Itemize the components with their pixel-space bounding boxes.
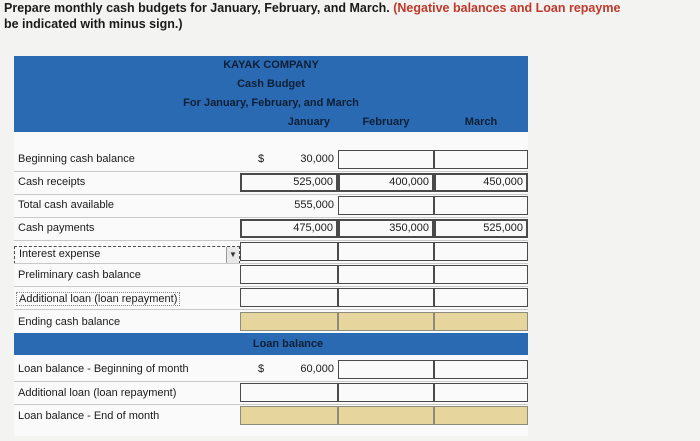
row-label-beginning-cash: Beginning cash balance bbox=[18, 153, 135, 165]
feb-loan-additional-input[interactable] bbox=[338, 383, 434, 402]
feb-beginning-cash-input[interactable] bbox=[338, 150, 434, 169]
budget-title: Cash Budget bbox=[14, 74, 528, 94]
column-february: February bbox=[362, 116, 410, 128]
jan-loan-ending-input[interactable] bbox=[240, 406, 338, 425]
jan-total-cash: 555,000 bbox=[294, 199, 334, 211]
feb-cash-receipts: 400,000 bbox=[338, 173, 434, 192]
row-label-preliminary: Preliminary cash balance bbox=[18, 269, 141, 281]
jan-beginning-cash: 30,000 bbox=[300, 153, 334, 165]
jan-loan-additional-input[interactable] bbox=[240, 383, 338, 402]
row-divider bbox=[14, 263, 528, 264]
row-divider bbox=[14, 381, 528, 382]
row-divider bbox=[14, 309, 528, 310]
mar-loan-beginning-input[interactable] bbox=[434, 360, 528, 379]
feb-total-cash-input[interactable] bbox=[338, 196, 434, 215]
row-label-loan-additional: Additional loan (loan repayment) bbox=[18, 387, 177, 399]
row-divider bbox=[14, 240, 528, 241]
jan-ending-cash-input[interactable] bbox=[240, 312, 338, 331]
feb-cash-payments: 350,000 bbox=[338, 219, 434, 238]
column-header-row bbox=[14, 112, 528, 132]
feb-interest-input[interactable] bbox=[338, 242, 434, 261]
mar-preliminary-input[interactable] bbox=[434, 265, 528, 284]
row-label-cash-payments: Cash payments bbox=[18, 222, 95, 234]
row-label-total-cash: Total cash available bbox=[18, 199, 115, 211]
row-divider bbox=[14, 171, 528, 172]
question-prompt bbox=[4, 0, 700, 32]
feb-ending-cash-input[interactable] bbox=[338, 312, 434, 331]
question-line-2: be indicated with minus sign.) bbox=[4, 17, 183, 31]
mar-interest-input[interactable] bbox=[434, 242, 528, 261]
feb-preliminary-input[interactable] bbox=[338, 265, 434, 284]
feb-loan-beginning-input[interactable] bbox=[338, 360, 434, 379]
chevron-down-icon[interactable]: ▼ bbox=[226, 247, 239, 263]
budget-period: For January, February, and March bbox=[14, 94, 528, 112]
column-march: March bbox=[464, 116, 498, 128]
question-note: (Negative balances and Loan repayme bbox=[393, 1, 621, 15]
row-divider bbox=[14, 194, 528, 195]
mar-additional-loan-input[interactable] bbox=[434, 288, 528, 307]
interest-expense-dropdown[interactable] bbox=[14, 246, 240, 264]
dollar-sign: $ bbox=[258, 153, 265, 165]
row-label-ending-cash: Ending cash balance bbox=[18, 316, 121, 328]
row-label-interest-expense: Interest expense bbox=[19, 248, 101, 260]
row-label-cash-receipts: Cash receipts bbox=[18, 176, 86, 188]
row-label-loan-ending: Loan balance - End of month bbox=[18, 410, 160, 422]
company-name: KAYAK COMPANY bbox=[14, 56, 528, 74]
mar-cash-payments: 525,000 bbox=[434, 219, 528, 238]
mar-total-cash-input[interactable] bbox=[434, 196, 528, 215]
row-divider bbox=[14, 217, 528, 218]
jan-loan-beginning: 60,000 bbox=[300, 363, 334, 375]
mar-loan-ending-input[interactable] bbox=[434, 406, 528, 425]
mar-cash-receipts: 450,000 bbox=[434, 173, 528, 192]
jan-preliminary-input[interactable] bbox=[240, 265, 338, 284]
question-text: Prepare monthly cash budgets for January, February, and March. bbox=[4, 1, 394, 15]
loan-section-header bbox=[14, 333, 528, 355]
jan-interest-input[interactable] bbox=[240, 242, 338, 261]
question-line-1 bbox=[4, 0, 700, 16]
row-label-additional-loan[interactable]: Additional loan (loan repayment) bbox=[16, 292, 180, 306]
jan-additional-loan-input[interactable] bbox=[240, 288, 338, 307]
mar-ending-cash-input[interactable] bbox=[434, 312, 528, 331]
row-divider bbox=[14, 404, 528, 405]
row-divider bbox=[14, 286, 528, 287]
feb-loan-ending-input[interactable] bbox=[338, 406, 434, 425]
feb-additional-loan-input[interactable] bbox=[338, 288, 434, 307]
column-january: January bbox=[287, 116, 330, 128]
jan-cash-payments: 475,000 bbox=[240, 219, 338, 238]
dollar-sign: $ bbox=[258, 363, 265, 375]
mar-loan-additional-input[interactable] bbox=[434, 383, 528, 402]
mar-beginning-cash-input[interactable] bbox=[434, 150, 528, 169]
loan-section-title: Loan balance bbox=[252, 338, 324, 350]
row-label-loan-beginning: Loan balance - Beginning of month bbox=[18, 363, 189, 375]
cash-budget-sheet bbox=[14, 56, 528, 436]
jan-cash-receipts: 525,000 bbox=[240, 173, 338, 192]
